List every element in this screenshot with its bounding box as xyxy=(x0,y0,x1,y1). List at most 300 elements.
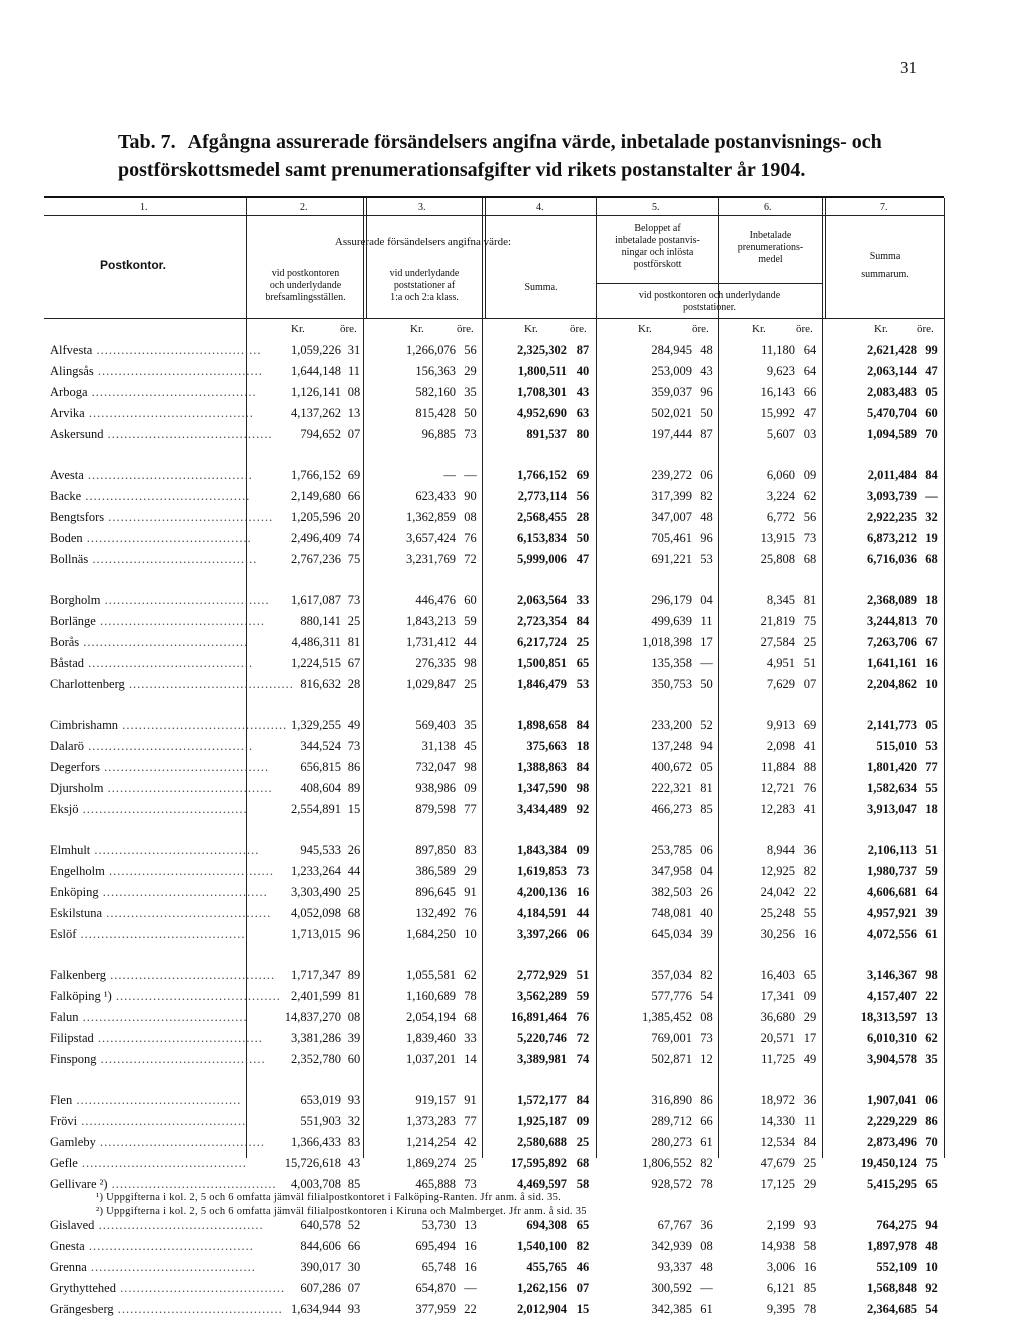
table-row xyxy=(50,715,944,736)
col7-kr: 515,010 xyxy=(876,739,917,753)
col5-kr: 499,639 xyxy=(651,614,692,628)
col7-kr: 2,204,862 xyxy=(867,677,917,691)
col4-kr: 4,184,591 xyxy=(517,906,567,920)
leader-dots: ........................................ xyxy=(115,1281,286,1295)
col3-kr: 446,476 xyxy=(415,593,456,607)
postkontor-name xyxy=(50,549,258,570)
col6-ore: 84 xyxy=(803,1135,817,1149)
col6-kr: 17,125 xyxy=(760,1177,795,1191)
col6-ore: 11 xyxy=(803,1114,817,1128)
table-row xyxy=(50,528,944,549)
col5-ore: 04 xyxy=(700,593,713,607)
postkontor-name xyxy=(50,1028,263,1049)
header-col7-line2: summarum. xyxy=(861,269,909,280)
col3-ore: 14 xyxy=(464,1052,477,1066)
col2-ore: 83 xyxy=(347,1135,361,1149)
col2-ore: 39 xyxy=(347,1031,361,1045)
col2-kr: 1,644,148 xyxy=(291,364,341,378)
table-row xyxy=(50,361,944,382)
col7-kr: 2,368,089 xyxy=(867,593,917,607)
col5-ore: 96 xyxy=(700,531,713,545)
col3-kr: 156,363 xyxy=(415,364,456,378)
col2-kr: 3,381,286 xyxy=(291,1031,341,1045)
col2-ore: 49 xyxy=(347,718,361,732)
col6-ore: 49 xyxy=(803,1052,817,1066)
table-row xyxy=(50,382,944,403)
col4-kr: 3,389,981 xyxy=(517,1052,567,1066)
header-col2-line1: vid postkontoren xyxy=(271,268,340,279)
col2-kr: 880,141 xyxy=(300,614,341,628)
col2-kr: 408,604 xyxy=(300,781,341,795)
col7-kr: 3,244,813 xyxy=(867,614,917,628)
postkontor-label: Backe xyxy=(50,489,82,503)
header-col3 xyxy=(367,268,482,304)
col6-ore: 93 xyxy=(803,1218,817,1232)
col3-ore: — xyxy=(464,1281,477,1295)
col6-ore: 25 xyxy=(803,635,817,649)
colnum-4: 4. xyxy=(536,202,544,213)
col7-ore: 67 xyxy=(925,635,938,649)
col7-kr: 2,229,229 xyxy=(867,1114,917,1128)
col3-kr: 1,037,201 xyxy=(406,1052,456,1066)
group-gap xyxy=(50,445,944,465)
col5-kr: 359,037 xyxy=(651,385,692,399)
col7-ore: 75 xyxy=(925,1156,938,1170)
leader-dots: ........................................ xyxy=(72,1093,242,1107)
col5-kr: 222,321 xyxy=(651,781,692,795)
header-col5-line4: postförskott xyxy=(633,259,682,270)
table-row xyxy=(50,424,944,445)
header-col6-line2: prenumerations- xyxy=(737,242,804,253)
col5-ore: 86 xyxy=(700,1093,713,1107)
col2-ore: 60 xyxy=(347,1052,361,1066)
table-row xyxy=(50,778,944,799)
col7-kr: 6,716,036 xyxy=(867,552,917,566)
col6-kr: 24,042 xyxy=(760,885,795,899)
postkontor-name xyxy=(50,736,254,757)
col7-ore: 70 xyxy=(925,614,938,628)
table-row xyxy=(50,840,944,861)
col2-kr: 2,554,891 xyxy=(291,802,341,816)
col6-kr: 7,629 xyxy=(766,677,795,691)
table-row xyxy=(50,590,944,611)
col7-ore: 13 xyxy=(925,1010,938,1024)
table-row xyxy=(50,507,944,528)
col5-kr: 67,767 xyxy=(657,1218,692,1232)
table-row xyxy=(50,757,944,778)
col7-kr: 5,415,295 xyxy=(867,1177,917,1191)
col7-ore: 86 xyxy=(925,1114,938,1128)
col2-kr: 653,019 xyxy=(300,1093,341,1107)
col6-ore: 51 xyxy=(803,656,817,670)
col4-ore: 74 xyxy=(576,1052,590,1066)
col3-ore: 72 xyxy=(464,552,477,566)
col5-ore: 61 xyxy=(700,1302,713,1316)
col7-kr: 1,907,041 xyxy=(867,1093,917,1107)
leader-dots: ........................................ xyxy=(99,760,270,774)
col6-kr: 12,925 xyxy=(760,864,795,878)
header-col6-line3: medel xyxy=(758,254,783,265)
col7-kr: 764,275 xyxy=(876,1218,917,1232)
colnum-6: 6. xyxy=(764,202,772,213)
postkontor-name xyxy=(50,465,253,486)
table-row xyxy=(50,403,944,424)
col5-kr: 342,385 xyxy=(651,1302,692,1316)
col6-kr: 6,060 xyxy=(766,468,795,482)
leader-dots: ........................................ xyxy=(93,364,263,378)
col2-kr: 656,815 xyxy=(300,760,341,774)
col2-ore: 25 xyxy=(347,614,361,628)
col4-ore: 06 xyxy=(576,927,590,941)
col7-kr: 5,470,704 xyxy=(867,406,917,420)
col5-ore: 50 xyxy=(700,406,713,420)
col6-kr: 21,819 xyxy=(760,614,795,628)
leader-dots: ........................................ xyxy=(96,1052,266,1066)
col7-ore: 60 xyxy=(925,406,938,420)
col5-ore: 36 xyxy=(700,1218,713,1232)
col6-kr: 8,944 xyxy=(766,843,795,857)
table-row xyxy=(50,340,944,361)
col3-ore: 29 xyxy=(464,364,477,378)
col6-ore: 69 xyxy=(803,718,817,732)
postkontor-name xyxy=(50,1299,283,1320)
col6-kr: 6,121 xyxy=(766,1281,795,1295)
col3-ore: 78 xyxy=(464,989,477,1003)
col2-ore: 85 xyxy=(347,1177,361,1191)
col2-ore: 08 xyxy=(347,1010,361,1024)
col5-ore: 50 xyxy=(700,677,713,691)
leader-dots: ........................................ xyxy=(81,489,251,503)
col5-ore: 05 xyxy=(700,760,713,774)
col7-kr: 18,313,597 xyxy=(860,1010,917,1024)
col6-ore: 16 xyxy=(803,927,817,941)
col7-kr: 7,263,706 xyxy=(867,635,917,649)
leader-dots: ........................................ xyxy=(113,1302,283,1316)
leader-dots: ........................................ xyxy=(100,593,270,607)
col2-ore: 20 xyxy=(347,510,361,524)
col7-kr: 2,364,685 xyxy=(867,1302,917,1316)
col2-kr: 2,352,780 xyxy=(291,1052,341,1066)
col2-ore: 44 xyxy=(347,864,361,878)
col7-ore: 51 xyxy=(925,843,938,857)
col3-kr: 1,869,274 xyxy=(406,1156,456,1170)
col3-ore: 98 xyxy=(464,760,477,774)
col2-ore: 52 xyxy=(347,1218,361,1232)
postkontor-label: Grängesberg xyxy=(50,1302,114,1316)
col5-kr: 280,273 xyxy=(651,1135,692,1149)
col4-kr: 1,262,156 xyxy=(517,1281,567,1295)
col4-ore: 65 xyxy=(576,1218,590,1232)
col7-kr: 1,568,848 xyxy=(867,1281,917,1295)
col2-kr: 1,713,015 xyxy=(291,927,341,941)
postkontor-name xyxy=(50,611,265,632)
col4-ore: 92 xyxy=(576,802,590,816)
postkontor-name xyxy=(50,507,274,528)
col5-ore: 61 xyxy=(700,1135,713,1149)
col5-ore: 48 xyxy=(700,510,713,524)
col2-kr: 1,059,226 xyxy=(291,343,341,357)
col2-ore: 81 xyxy=(347,635,361,649)
table-row xyxy=(50,1299,944,1320)
col6-kr: 9,913 xyxy=(766,718,795,732)
col5-kr: 691,221 xyxy=(651,552,692,566)
col3-kr: 732,047 xyxy=(415,760,456,774)
col4-ore: 47 xyxy=(576,552,590,566)
header-col56-sub-line1: vid postkontoren och underlydande xyxy=(638,290,781,301)
table-row xyxy=(50,924,944,945)
col5-kr: 502,021 xyxy=(651,406,692,420)
col3-ore: 68 xyxy=(464,1010,477,1024)
col7-ore: 18 xyxy=(925,593,938,607)
col7-kr: 1,641,161 xyxy=(867,656,917,670)
col5-kr: 382,503 xyxy=(651,885,692,899)
col7-kr: 2,106,113 xyxy=(867,843,917,857)
col2-kr: 4,486,311 xyxy=(291,635,341,649)
col3-ore: 35 xyxy=(464,718,477,732)
postkontor-label: Gislaved xyxy=(50,1218,95,1232)
col4-ore: 16 xyxy=(576,885,590,899)
col7-ore: 98 xyxy=(925,968,938,982)
col3-kr: 386,589 xyxy=(415,864,456,878)
col4-ore: 09 xyxy=(576,843,590,857)
col2-ore: 66 xyxy=(347,489,361,503)
unit-kr-6: Kr. xyxy=(752,323,766,335)
col2-ore: 26 xyxy=(347,843,361,857)
table-row xyxy=(50,903,944,924)
col5-ore: 73 xyxy=(700,1031,713,1045)
postkontor-name xyxy=(50,1215,264,1236)
col7-ore: 92 xyxy=(925,1281,938,1295)
table-row xyxy=(50,1153,944,1174)
col6-kr: 5,607 xyxy=(766,427,795,441)
table-row xyxy=(50,653,944,674)
header-col2-line2: och underlydande xyxy=(269,280,342,291)
col7-kr: 1,094,589 xyxy=(867,427,917,441)
header-top-rule xyxy=(44,196,944,198)
col2-ore: 15 xyxy=(347,802,361,816)
header-col5-line2: inbetalade postanvis- xyxy=(615,235,700,246)
leader-dots: ........................................ xyxy=(87,385,257,399)
header-col56-sub-line2: poststationer. xyxy=(682,302,737,313)
col4-kr: 1,572,177 xyxy=(517,1093,567,1107)
col6-kr: 9,395 xyxy=(766,1302,795,1316)
col4-kr: 2,723,354 xyxy=(517,614,567,628)
table-row xyxy=(50,465,944,486)
col2-ore: 93 xyxy=(347,1302,361,1316)
table-number: Tab. 7. xyxy=(118,131,176,153)
col3-ore: 22 xyxy=(464,1302,477,1316)
leader-dots: ........................................ xyxy=(84,406,254,420)
col6-kr: 14,330 xyxy=(760,1114,795,1128)
col2-ore: 13 xyxy=(347,406,361,420)
col3-ore: 42 xyxy=(464,1135,477,1149)
col7-ore: 53 xyxy=(925,739,938,753)
header-col3-line1: vid underlydande xyxy=(389,268,460,279)
postkontor-label: Grenna xyxy=(50,1260,87,1274)
col7-ore: 61 xyxy=(925,927,938,941)
group-gap xyxy=(50,945,944,965)
postkontor-label: Charlottenberg xyxy=(50,677,125,691)
col2-kr: 551,903 xyxy=(300,1114,341,1128)
col6-ore: 58 xyxy=(803,1239,817,1253)
postkontor-label: Eskilstuna xyxy=(50,906,103,920)
header-assurerade: Assurerade försändelsers angifna värde: xyxy=(334,236,512,248)
col5-kr: 137,248 xyxy=(651,739,692,753)
col4-ore: 72 xyxy=(576,1031,590,1045)
col2-kr: 607,286 xyxy=(300,1281,341,1295)
col7-ore: 05 xyxy=(925,385,938,399)
col2-ore: 30 xyxy=(347,1260,361,1274)
col5-kr: 342,939 xyxy=(651,1239,692,1253)
col2-kr: 794,652 xyxy=(300,427,341,441)
col6-kr: 2,098 xyxy=(766,739,795,753)
col6-ore: 75 xyxy=(803,614,817,628)
header-col3-line3: 1:a och 2:a klass. xyxy=(390,292,459,303)
col2-ore: 69 xyxy=(347,468,361,482)
col2-kr: 2,149,680 xyxy=(291,489,341,503)
col3-ore: 44 xyxy=(464,635,477,649)
col5-ore: 82 xyxy=(700,968,713,982)
col7-ore: 06 xyxy=(925,1093,938,1107)
col3-ore: 62 xyxy=(464,968,477,982)
postkontor-name xyxy=(50,1153,246,1174)
postkontor-label: Gamleby xyxy=(50,1135,96,1149)
header-number-rule xyxy=(44,215,944,216)
col6-ore: 78 xyxy=(803,1302,817,1316)
col7-kr: 4,606,681 xyxy=(867,885,917,899)
col2-kr: 2,401,599 xyxy=(291,989,341,1003)
col3-ore: 16 xyxy=(464,1260,477,1274)
table-row xyxy=(50,1090,944,1111)
col2-kr: 1,717,347 xyxy=(291,968,341,982)
col5-kr: 93,337 xyxy=(657,1260,692,1274)
col7-kr: 2,873,496 xyxy=(867,1135,917,1149)
col2-kr: 15,726,618 xyxy=(284,1156,341,1170)
header-sub-rule xyxy=(596,283,822,284)
col4-kr: 5,220,746 xyxy=(517,1031,567,1045)
leader-dots: ........................................ xyxy=(118,718,288,732)
col4-kr: 2,772,929 xyxy=(517,968,567,982)
col6-kr: 3,006 xyxy=(766,1260,795,1274)
colnum-3: 3. xyxy=(418,202,426,213)
col4-ore: 58 xyxy=(576,1177,590,1191)
col3-ore: 45 xyxy=(464,739,477,753)
postkontor-label: Alingsås xyxy=(50,364,94,378)
col7-ore: 10 xyxy=(925,1260,938,1274)
postkontor-name xyxy=(50,924,246,945)
col3-kr: 53,730 xyxy=(421,1218,456,1232)
postkontor-name xyxy=(50,674,294,695)
col7-kr: 6,873,212 xyxy=(867,531,917,545)
col6-ore: 29 xyxy=(803,1010,817,1024)
col5-ore: 06 xyxy=(700,843,713,857)
col2-ore: 25 xyxy=(347,885,361,899)
table-row xyxy=(50,1028,944,1049)
col5-kr: 705,461 xyxy=(651,531,692,545)
postkontor-label: Gnesta xyxy=(50,1239,85,1253)
col3-kr: 3,231,769 xyxy=(406,552,456,566)
col6-kr: 30,256 xyxy=(760,927,795,941)
postkontor-name xyxy=(50,882,268,903)
postkontor-label: Djursholm xyxy=(50,781,104,795)
col6-kr: 14,938 xyxy=(760,1239,795,1253)
col7-kr: 2,141,773 xyxy=(867,718,917,732)
postkontor-label: Boden xyxy=(50,531,83,545)
col3-kr: 1,214,254 xyxy=(406,1135,456,1149)
col3-kr: 1,373,283 xyxy=(406,1114,456,1128)
col2-kr: 640,578 xyxy=(300,1218,341,1232)
col3-ore: 10 xyxy=(464,927,477,941)
col4-ore: 15 xyxy=(576,1302,590,1316)
col3-kr: 1,055,581 xyxy=(406,968,456,982)
col5-kr: 347,958 xyxy=(651,864,692,878)
table-row xyxy=(50,965,944,986)
col4-ore: 40 xyxy=(576,364,590,378)
leader-dots: ........................................ xyxy=(104,510,274,524)
postkontor-name xyxy=(50,653,254,674)
col2-kr: 3,303,490 xyxy=(291,885,341,899)
col2-ore: 43 xyxy=(347,1156,361,1170)
postkontor-name xyxy=(50,590,270,611)
col7-kr: 3,913,047 xyxy=(867,802,917,816)
col7-kr: 2,083,483 xyxy=(867,385,917,399)
postkontor-name xyxy=(50,1236,254,1257)
col3-ore: 98 xyxy=(464,656,477,670)
col4-kr: 2,773,114 xyxy=(517,489,567,503)
postkontor-name xyxy=(50,340,262,361)
col4-kr: 455,765 xyxy=(526,1260,567,1274)
col2-ore: 66 xyxy=(347,1239,361,1253)
postkontor-name xyxy=(50,361,263,382)
col3-ore: 73 xyxy=(464,427,477,441)
col7-kr: 3,904,578 xyxy=(867,1052,917,1066)
col3-ore: 25 xyxy=(464,1156,477,1170)
col4-kr: 6,217,724 xyxy=(517,635,567,649)
col4-kr: 1,500,851 xyxy=(517,656,567,670)
unit-ore-4: öre. xyxy=(570,323,587,335)
postkontor-name xyxy=(50,1090,246,1111)
postkontor-name xyxy=(50,1007,246,1028)
col2-ore: 81 xyxy=(347,989,361,1003)
postkontor-label: Båstad xyxy=(50,656,85,670)
unit-kr-2: Kr. xyxy=(291,323,305,335)
postkontor-label: Degerfors xyxy=(50,760,100,774)
leader-dots: ........................................ xyxy=(84,1239,254,1253)
group-gap xyxy=(50,695,944,715)
group-gap xyxy=(50,570,944,590)
col4-kr: 1,347,590 xyxy=(517,781,567,795)
col6-ore: 09 xyxy=(803,989,817,1003)
col6-kr: 11,884 xyxy=(761,760,795,774)
col4-ore: 69 xyxy=(576,468,590,482)
col7-ore: 70 xyxy=(925,427,938,441)
header-col6-line1: Inbetalade xyxy=(749,230,792,241)
col4-ore: 43 xyxy=(576,385,590,399)
col6-kr: 27,584 xyxy=(760,635,795,649)
col7-ore: 55 xyxy=(925,781,938,795)
unit-kr-4: Kr. xyxy=(524,323,538,335)
col7-kr: 19,450,124 xyxy=(860,1156,917,1170)
leader-dots: ........................................ xyxy=(98,885,268,899)
col4-kr: 2,012,904 xyxy=(517,1302,567,1316)
postkontor-name xyxy=(50,424,273,445)
col5-kr: 233,200 xyxy=(651,718,692,732)
col5-ore: 08 xyxy=(700,1239,713,1253)
col7-kr: 3,093,739 xyxy=(867,489,917,503)
col3-kr: 31,138 xyxy=(421,739,456,753)
col2-ore: 32 xyxy=(347,1114,361,1128)
col3-ore: 60 xyxy=(464,593,477,607)
